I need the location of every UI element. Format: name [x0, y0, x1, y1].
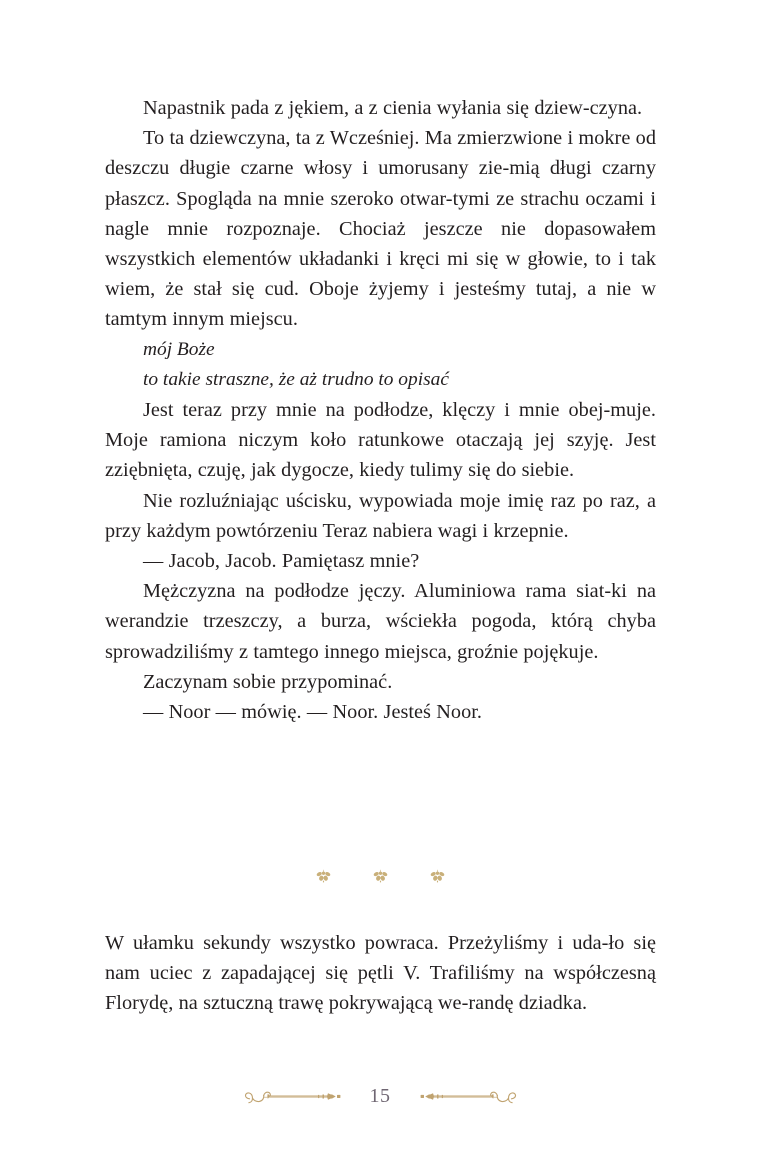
paragraph: Napastnik pada z jękiem, a z cienia wyłania się dziew-czyna. — [143, 97, 643, 119]
dialogue-line: — Jacob, Jacob. Pamiętasz mnie? — [143, 550, 420, 573]
flourish-left-ornament-icon — [242, 1083, 346, 1109]
verse-line: mój Boże — [143, 338, 215, 360]
paragraph: Jest teraz przy mnie na podłodze, klęczy i mnie obej-muje. Moje ramiona niczym koło ratunkowe otaczają jej szyję. Jest zziębnięta, czuję, jak dygocze, kiedy tulimy się do siebie. — [105, 399, 656, 482]
fleuron-ornament-icon — [314, 866, 333, 885]
dialogue-line: — Noor — mówię. — Noor. Jesteś Noor. — [143, 701, 482, 724]
page-footer — [0, 1074, 760, 1118]
fleuron-ornament-icon — [428, 866, 447, 885]
fleuron-ornament-icon — [371, 866, 390, 885]
page-number: 15 — [369, 1085, 391, 1107]
paragraph: Mężczyzna na podłodze jęczy. Aluminiowa rama siat-ki na werandzie trzeszczy, a burza, wściekła pogoda, którą chyba sprowadziliśmy z tamtego innego miejsca, groźnie pojękuje. — [105, 580, 656, 663]
main-text-block — [105, 93, 656, 727]
paragraph: To ta dziewczyna, ta z Wcześniej. Ma zmierzwione i mokre od deszczu długie czarne włosy i umorusany zie-mią długi czarny płaszcz. Spogląda na mnie szeroko otwar-tymi ze strachu oczami i nagle mnie rozpoznaje. Chociaż jeszcze nie dopasowałem wszystkich elementów układanki i kręci mi się w głowie, to i tak wiem, że stał się cud. Oboje żyjemy i jesteśmy tutaj, a nie w tamtym innym miejscu. — [105, 127, 656, 331]
section-break-ornament — [0, 866, 760, 896]
verse-line: to takie straszne, że aż trudno to opisać — [143, 368, 449, 390]
flourish-right-ornament-icon — [415, 1083, 519, 1109]
paragraph: W ułamku sekundy wszystko powraca. Przeżyliśmy i uda-ło się nam uciec z zapadającej się pętli V. Trafiliśmy na współczesną Florydę, na sztuczną trawę pokrywającą we-randę dziadka. — [105, 932, 656, 1015]
paragraph: Zaczynam sobie przypominać. — [143, 670, 393, 693]
paragraph: Nie rozluźniając uścisku, wypowiada moje imię raz po raz, a przy każdym powtórzeniu Teraz nabiera wagi i krzepnie. — [105, 489, 656, 542]
closing-text-block — [105, 928, 656, 1019]
